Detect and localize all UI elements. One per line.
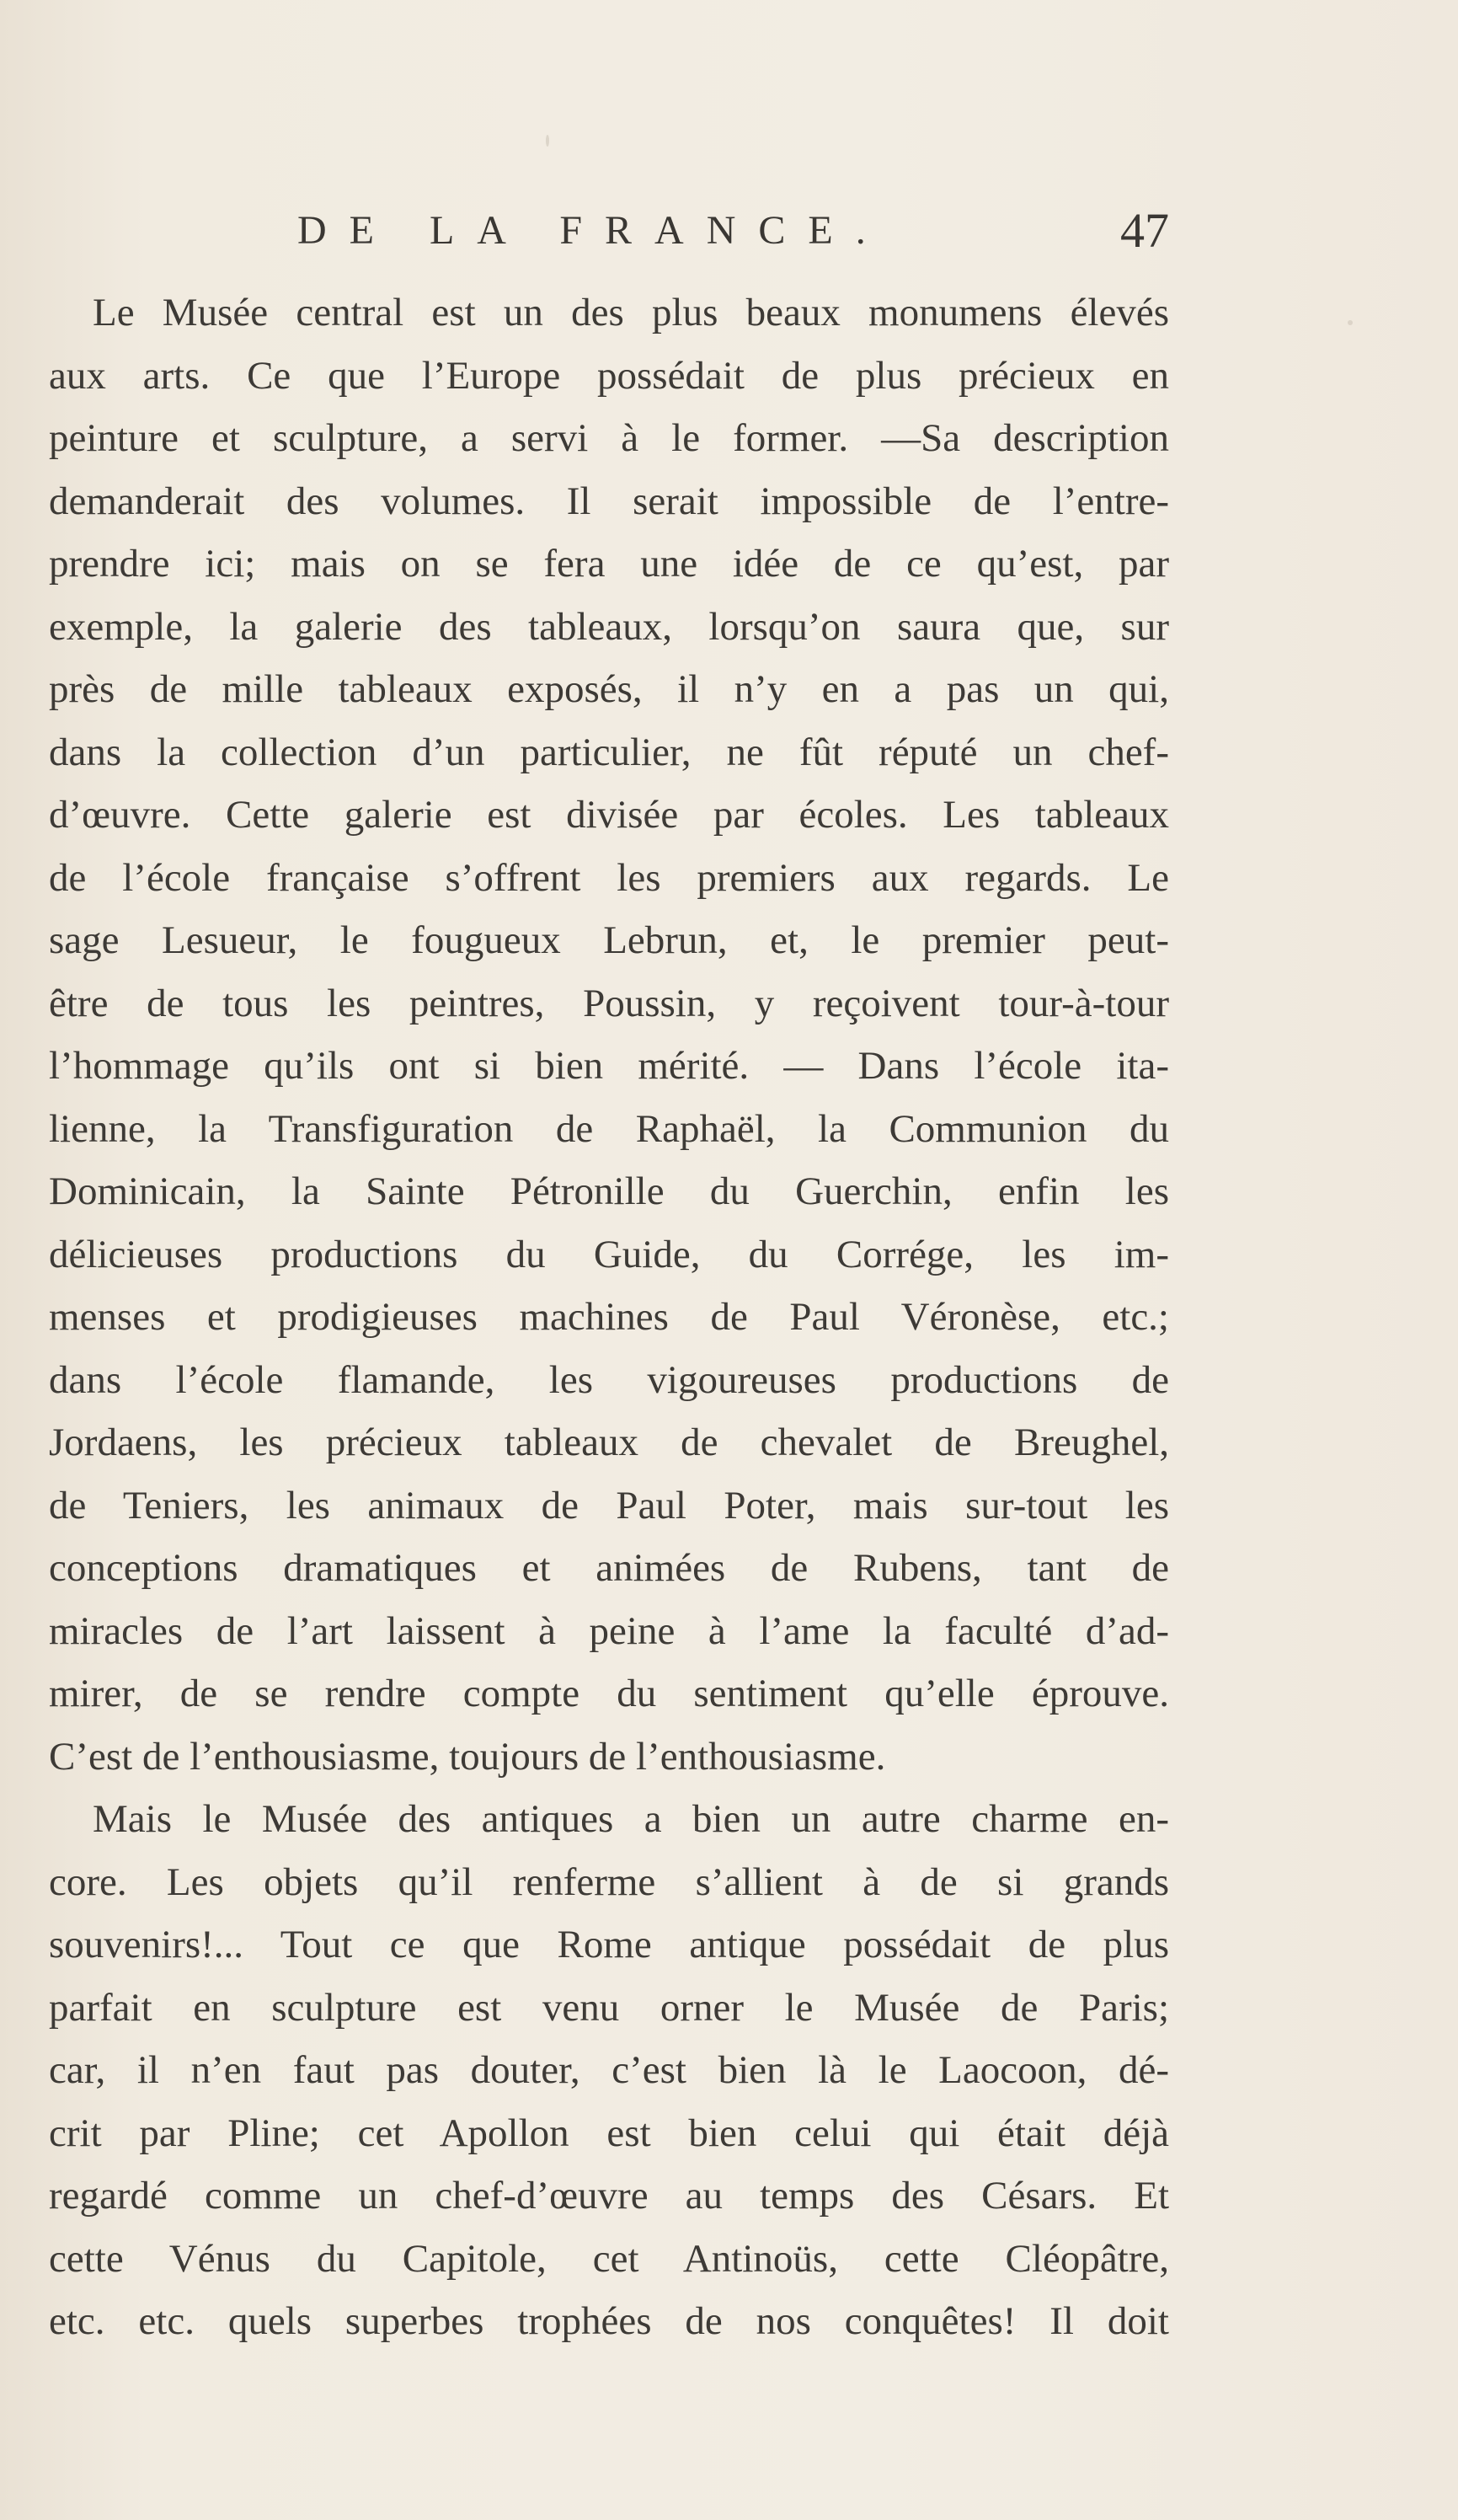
- text-line: peinture et sculpture, a servi à le former. —Sa description: [49, 416, 1169, 460]
- text-line: car, il n’en faut pas douter, c’est bien là le Laocoon, dé-: [49, 2048, 1169, 2092]
- text-line: lienne, la Transfiguration de Raphaël, la Communion du: [49, 1106, 1169, 1151]
- paper-speck: [1348, 320, 1353, 325]
- text-line: Dominicain, la Sainte Pétronille du Guerchin, enfin les: [49, 1169, 1169, 1213]
- text-line: être de tous les peintres, Poussin, y reçoivent tour-à-tour: [49, 981, 1169, 1025]
- text-line: Le Musée central est un des plus beaux monumens élevés: [93, 291, 1169, 334]
- text-line: exemple, la galerie des tableaux, lorsqu’on saura que, sur: [49, 604, 1169, 649]
- text-line: mirer, de se rendre compte du sentiment qu’elle éprouve.: [49, 1672, 1169, 1715]
- text-line: crit par Pline; cet Apollon est bien celui qui était déjà: [49, 2111, 1169, 2155]
- text-line: près de mille tableaux exposés, il n’y en a pas un qui,: [49, 667, 1169, 711]
- text-line: cette Vénus du Capitole, cet Antinoüs, cette Cléopâtre,: [49, 2236, 1169, 2281]
- text-line: dans l’école flamande, les vigoureuses productions de: [49, 1357, 1169, 1402]
- text-line: délicieuses productions du Guide, du Corrége, les im-: [49, 1232, 1169, 1276]
- text-line: regardé comme un chef-d’œuvre au temps des Césars. Et: [49, 2174, 1169, 2218]
- text-line: d’œuvre. Cette galerie est divisée par écoles. Les tableaux: [49, 793, 1169, 837]
- text-line: demanderait des volumes. Il serait impossible de l’entre-: [49, 479, 1169, 523]
- text-line: core. Les objets qu’il renferme s’allient à de si grands: [49, 1859, 1169, 1904]
- text-line: Mais le Musée des antiques a bien un autre charme en-: [93, 1797, 1169, 1841]
- text-block: [49, 202, 1169, 2353]
- text-line: de l’école française s’offrent les premiers aux regards. Le: [49, 855, 1169, 900]
- paper-speck: [546, 135, 549, 147]
- paragraph-musee-antiques: [49, 1788, 1169, 2353]
- text-line: dans la collection d’un particulier, ne fût réputé un chef-: [49, 730, 1169, 774]
- page-number: 47: [1120, 203, 1169, 258]
- text-line: menses et prodigieuses machines de Paul Véronèse, etc.;: [49, 1295, 1169, 1339]
- running-head: DE LA FRANCE.: [297, 208, 889, 253]
- text-line: miracles de l’art laissent à peine à l’ame la faculté d’ad-: [49, 1608, 1169, 1653]
- text-line: souvenirs!... Tout ce que Rome antique possédait de plus: [49, 1923, 1169, 1966]
- text-line: C’est de l’enthousiasme, toujours de l’enthousiasme.: [49, 1734, 886, 1779]
- page-header: [49, 202, 1169, 261]
- text-line: conceptions dramatiques et animées de Rubens, tant de: [49, 1546, 1169, 1590]
- text-line: sage Lesueur, le fougueux Lebrun, et, le premier peut-: [49, 918, 1169, 962]
- text-line: aux arts. Ce que l’Europe possédait de plus précieux en: [49, 353, 1169, 398]
- text-line: Jordaens, les précieux tableaux de chevalet de Breughel,: [49, 1421, 1169, 1464]
- text-line: etc. etc. quels superbes trophées de nos conquêtes! Il doit: [49, 2299, 1169, 2343]
- text-line: parfait en sculpture est venu orner le Musée de Paris;: [49, 1985, 1169, 2030]
- text-line: de Teniers, les animaux de Paul Poter, mais sur-tout les: [49, 1483, 1169, 1528]
- paragraph-musee-central: [49, 281, 1169, 1788]
- text-line: l’hommage qu’ils ont si bien mérité. — Dans l’école ita-: [49, 1044, 1169, 1088]
- text-line: prendre ici; mais on se fera une idée de ce qu’est, par: [49, 542, 1169, 586]
